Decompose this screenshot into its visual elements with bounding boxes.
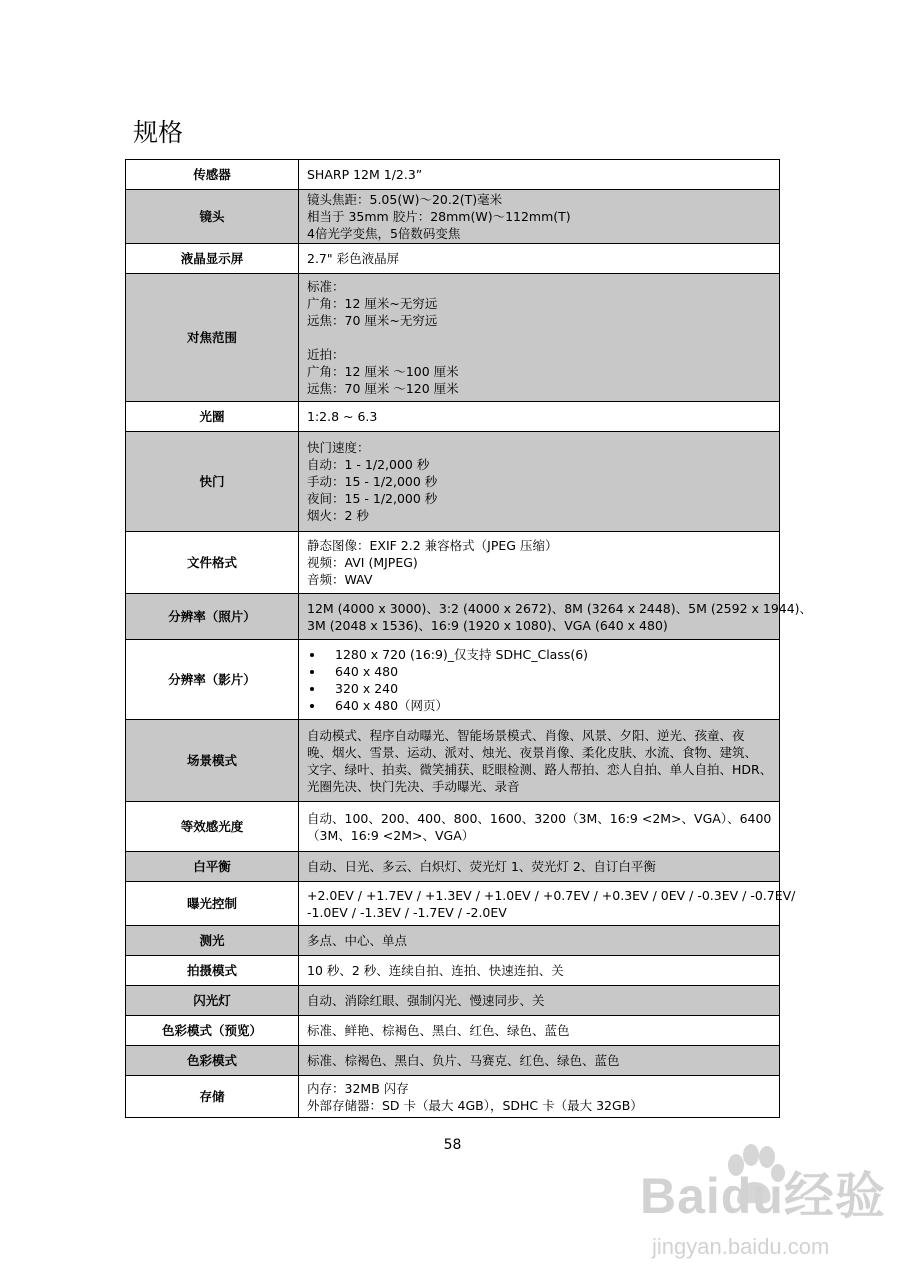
spec-value [299,160,780,190]
spec-row [126,802,780,852]
page-title: 规格 [133,118,184,147]
spec-line: 烟火：2 秒 [307,508,369,523]
spec-label: 分辨率（照片） [126,594,299,640]
spec-row [126,160,780,190]
spec-label: 闪光灯 [126,986,299,1016]
spec-value [299,1076,780,1118]
spec-line: 文字、绿叶、拍卖、微笑捕获、眨眼检测、路人帮拍、恋人自拍、单人自拍、HDR、 [307,761,773,777]
spec-line: SHARP 12M 1/2.3” [307,167,423,182]
spec-line: 镜头焦距：5.05(W)～20.2(T)毫米 [307,192,503,207]
spec-row [126,926,780,956]
spec-value [299,402,780,432]
spec-line: 远焦：70 厘米 ～120 厘米 [307,381,459,396]
spec-row [126,244,780,274]
spec-label: 液晶显示屏 [126,244,299,274]
spec-row [126,1046,780,1076]
spec-value [299,274,780,402]
spec-value [299,532,780,594]
spec-row [126,640,780,720]
spec-row [126,882,780,926]
spec-label: 拍摄模式 [126,956,299,986]
spec-line: 自动、消除红眼、强制闪光、慢速同步、关 [307,993,545,1008]
spec-value [299,244,780,274]
spec-line: 标准、鲜艳、棕褐色、黑白、红色、绿色、蓝色 [307,1023,570,1038]
spec-line: 内存：32MB 闪存 [307,1080,409,1096]
spec-row [126,532,780,594]
list-item: 640 x 480 [307,663,771,680]
spec-line: 快门速度： [307,440,370,455]
spec-line: 自动：1 - 1/2,000 秒 [307,457,430,472]
spec-label: 快门 [126,432,299,532]
spec-line: 音频：WAV [307,572,373,587]
spec-line: 广角：12 厘米~无穷远 [307,296,438,311]
spec-row [126,852,780,882]
spec-line: -1.0EV / -1.3EV / -1.7EV / -2.0EV [307,904,507,920]
spec-value [299,432,780,532]
spec-line: 视频：AVI (MJPEG) [307,555,418,570]
blank-line [307,329,771,346]
spec-line: （3M、16:9 <2M>、VGA） [307,827,475,843]
spec-value [299,1016,780,1046]
spec-line: 标准、棕褐色、黑白、负片、马赛克、红色、绿色、蓝色 [307,1053,620,1068]
spec-line: 相当于 35mm 胶片：28mm(W)～112mm(T) [307,209,571,224]
spec-label: 传感器 [126,160,299,190]
watermark-brand: Baidu经验 [640,1168,886,1224]
baidu-jingyan-watermark [640,1138,890,1268]
spec-line: 标准： [307,279,345,294]
spec-value [299,882,796,926]
spec-line: 自动、100、200、400、800、1600、3200（3M、16:9 <2M>、VGA）、6400 [307,810,772,826]
spec-line: 2.7" 彩色液晶屏 [307,251,400,266]
spec-label: 白平衡 [126,852,299,882]
spec-line: 光圈先决、快门先决、手动曝光、录音 [307,778,520,794]
spec-line: 4倍光学变焦，5倍数码变焦 [307,226,461,241]
spec-table-body [126,160,813,1118]
spec-value [299,926,780,956]
list-item: 320 x 240 [307,680,771,697]
spec-label: 存储 [126,1076,299,1118]
spec-row [126,956,780,986]
spec-value [299,802,780,852]
spec-line: 广角：12 厘米 ～100 厘米 [307,364,459,379]
spec-line: 1:2.8 ~ 6.3 [307,409,378,424]
spec-row [126,1016,780,1046]
spec-line: 自动模式、程序自动曝光、智能场景模式、肖像、风景、夕阳、逆光、孩童、夜 [307,727,745,743]
spec-label: 等效感光度 [126,802,299,852]
spec-line: 3M (2048 x 1536)、16:9 (1920 x 1080)、VGA (640 x 480) [307,617,668,633]
spec-value [299,852,780,882]
spec-row [126,402,780,432]
spec-value [299,720,780,802]
spec-line: 静态图像：EXIF 2.2 兼容格式（JPEG 压缩） [307,538,558,553]
spec-row [126,190,780,244]
spec-value [299,594,813,640]
watermark-url: jingyan.baidu.com [652,1234,830,1259]
spec-label: 文件格式 [126,532,299,594]
spec-value [299,986,780,1016]
spec-row [126,720,780,802]
spec-table [125,159,813,1118]
spec-line: 远焦：70 厘米~无穷远 [307,313,438,328]
spec-line: 手动：15 - 1/2,000 秒 [307,474,438,489]
spec-line: 10 秒、2 秒、连续自拍、连拍、快速连拍、关 [307,963,564,978]
spec-value [299,1046,780,1076]
spec-row [126,594,780,640]
spec-value [299,640,780,720]
spec-row [126,432,780,532]
spec-line: 晚、烟火、雪景、运动、派对、烛光、夜景肖像、柔化皮肤、水流、食物、建筑、 [307,744,758,760]
spec-label: 光圈 [126,402,299,432]
page-number: 58 [443,1137,462,1153]
spec-label: 对焦范围 [126,274,299,402]
spec-line: 自动、日光、多云、白炽灯、荧光灯 1、荧光灯 2、自订白平衡 [307,859,656,874]
spec-line: +2.0EV / +1.7EV / +1.3EV / +1.0EV / +0.7EV / +0.3EV / 0EV / -0.3EV / -0.7EV/ [307,887,796,903]
spec-label: 曝光控制 [126,882,299,926]
spec-label: 分辨率（影片） [126,640,299,720]
spec-line: 外部存储器：SD 卡（最大 4GB），SDHC 卡（最大 32GB） [307,1097,643,1113]
list-item: 640 x 480（网页） [307,697,771,714]
spec-label: 色彩模式（预览） [126,1016,299,1046]
spec-row [126,274,780,402]
spec-label: 场景模式 [126,720,299,802]
spec-row [126,1076,780,1118]
spec-line: 近拍： [307,347,345,362]
list-item: 1280 x 720 (16:9)_仅支持 SDHC_Class(6) [307,646,771,663]
resolution-list [307,646,771,714]
spec-value [299,190,780,244]
spec-row [126,986,780,1016]
spec-label: 色彩模式 [126,1046,299,1076]
spec-line: 12M (4000 x 3000)、3:2 (4000 x 2672)、8M (3264 x 2448)、5M (2592 x 1944)、 [307,600,813,616]
spec-line: 多点、中心、单点 [307,933,408,948]
spec-label: 镜头 [126,190,299,244]
spec-value [299,956,780,986]
spec-label: 测光 [126,926,299,956]
spec-line: 夜间：15 - 1/2,000 秒 [307,491,438,506]
